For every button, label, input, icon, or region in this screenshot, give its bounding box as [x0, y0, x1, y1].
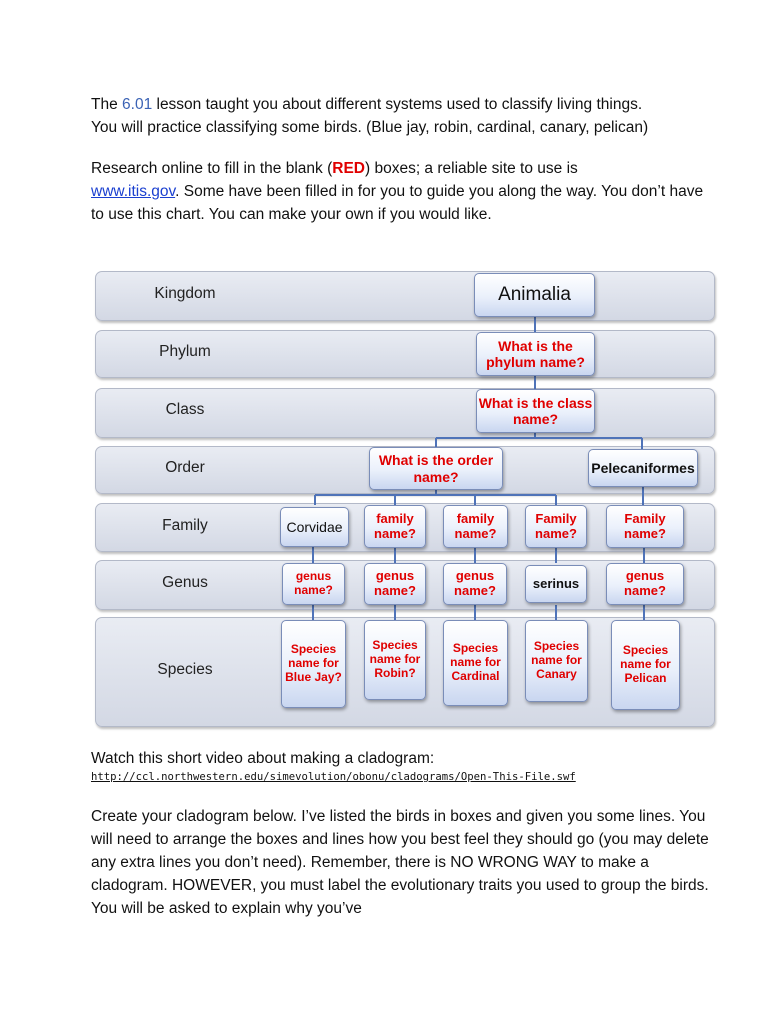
order-node-unknown: What is the order name?: [369, 447, 503, 490]
genus-node-serinus: serinus: [525, 565, 587, 603]
class-node: What is the class name?: [476, 389, 595, 433]
rank-label-order: Order: [165, 459, 205, 476]
species-node-pelican: Species name for Pelican: [611, 620, 680, 710]
intro-line1-post: lesson taught you about different systems used to classify living things.: [152, 96, 643, 113]
video-text: Watch this short video about making a cladogram:: [91, 750, 435, 767]
rank-label-species: Species: [157, 661, 213, 678]
species-node-canary: Species name for Canary: [525, 620, 588, 702]
family-node-corvidae: Corvidae: [280, 507, 349, 547]
intro-line1-pre: The: [91, 96, 123, 113]
itis-link[interactable]: www.itis.gov: [91, 183, 176, 200]
genus-node-2: genus name?: [364, 563, 426, 605]
kingdom-node: Animalia: [474, 273, 595, 317]
species-node-blue-jay: Species name for Blue Jay?: [281, 620, 346, 708]
family-node-4: Family name?: [525, 505, 587, 548]
species-node-robin: Species name for Robin?: [364, 620, 426, 700]
species-node-cardinal: Species name for Cardinal: [443, 620, 508, 706]
research-mid: ) boxes; a reliable site to use is: [364, 160, 578, 177]
rank-label-phylum: Phylum: [159, 343, 211, 360]
rank-label-class: Class: [165, 401, 205, 418]
phylum-node: What is the phylum name?: [476, 332, 595, 376]
intro-line2: You will practice classifying some birds. (Blue jay, robin, cardinal, canary, pelican): [91, 119, 649, 136]
genus-node-1: genus name?: [282, 563, 345, 605]
family-node-2: family name?: [364, 505, 426, 548]
order-node-pelecaniformes: Pelecaniformes: [588, 449, 698, 487]
red-word: RED: [332, 160, 365, 177]
lesson-number: 6.01: [122, 96, 153, 113]
genus-node-5: genus name?: [606, 563, 684, 605]
rank-label-kingdom: Kingdom: [154, 285, 216, 302]
rank-label-family: Family: [162, 517, 208, 534]
family-node-5: Family name?: [606, 505, 684, 548]
video-link[interactable]: http://ccl.northwestern.edu/simevolution/obonu/cladograms/Open-This-File.swf: [91, 771, 576, 783]
cladogram-paragraph: Create your cladogram below. I’ve listed the birds in boxes and given you some lines. You will need to arrange the boxes and lines how you best feel they should go (you may delete any extra lines you don’t need). Remember, there is NO WRONG WAY to make a cladogram. HOWEVER, you must label the evolutionary traits you used to group the birds. You will be asked to explain why you’ve: [91, 808, 709, 917]
research-pre: Research online to fill in the blank (: [91, 160, 333, 177]
genus-node-3: genus name?: [443, 563, 507, 605]
research-post: . Some have been filled in for you to guide you along the way. You don’t have to use this chart. You can make your own if you would like.: [91, 183, 704, 223]
family-node-3: family name?: [443, 505, 508, 548]
rank-label-genus: Genus: [162, 574, 208, 591]
